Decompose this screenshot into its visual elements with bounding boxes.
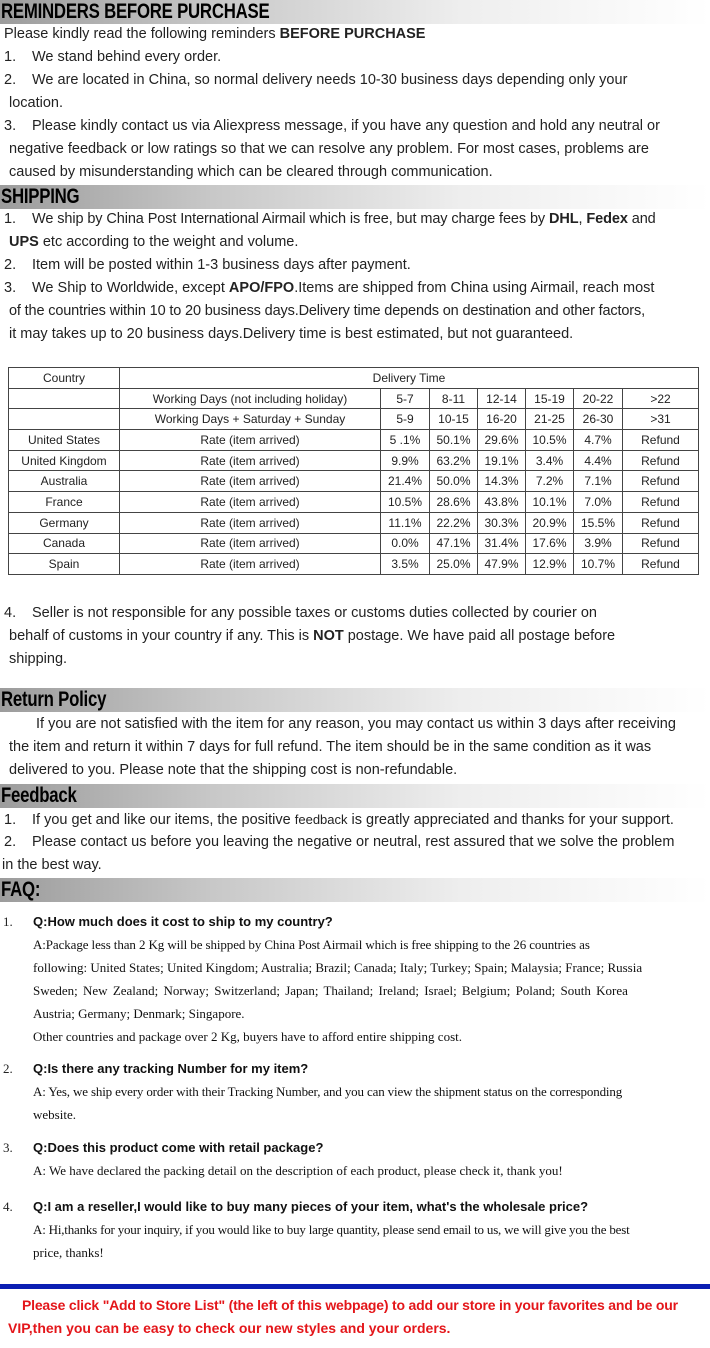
item-text: postage. We have paid all postage before xyxy=(343,628,616,644)
faq-answer-line: A:Package less than 2 Kg will be shipped by China Post Airmail which is free shipping to the 26 countries as xyxy=(33,937,590,952)
table-cell: 47.1% xyxy=(430,533,478,554)
faq-item-3 xyxy=(33,1136,563,1182)
table-cell: 28.6% xyxy=(430,492,478,513)
table-cell: Refund xyxy=(623,554,699,575)
item-number: 2. xyxy=(4,834,17,850)
feedback-line-1 xyxy=(4,810,674,830)
faq-question: Q:Is there any tracking Number for my item? xyxy=(33,1061,309,1076)
country-cell: United Kingdom xyxy=(9,450,120,471)
table-cell: 15-19 xyxy=(526,388,574,409)
divider-bar xyxy=(0,1284,710,1289)
faq-answer-line: following: United States; United Kingdom; Australia; Brazil; Canada; Italy; Turkey; Spain; Malaysia; France; Russia xyxy=(33,960,643,975)
table-cell: >22 xyxy=(623,388,699,409)
intro-bold: BEFORE PURCHASE xyxy=(279,26,426,42)
table-row xyxy=(9,533,699,554)
table-row xyxy=(9,368,699,389)
item-text: We stand behind every order. xyxy=(32,49,222,65)
row-label: Rate (item arrived) xyxy=(120,533,381,554)
shipping-item-4-cont: shipping. xyxy=(9,651,68,667)
table-cell: 16-20 xyxy=(478,409,526,430)
table-cell: 29.6% xyxy=(478,430,526,451)
table-cell: 22.2% xyxy=(430,512,478,533)
table-cell: Refund xyxy=(623,512,699,533)
table-cell: 14.3% xyxy=(478,471,526,492)
shipping-title: SHIPPING xyxy=(1,185,80,208)
faq-item-2 xyxy=(33,1057,622,1126)
table-row xyxy=(9,554,699,575)
row-label: Working Days (not including holiday) xyxy=(120,388,381,409)
faq-title: FAQ: xyxy=(1,878,41,901)
table-cell: 47.9% xyxy=(478,554,526,575)
item-number: 1. xyxy=(4,211,16,227)
shipping-header xyxy=(0,185,710,209)
reminder-item-3-cont: negative feedback or low ratings so that we can resolve any problem. For most cases, problems are xyxy=(9,141,649,157)
shipping-item-1-cont xyxy=(9,233,298,252)
row-label: Rate (item arrived) xyxy=(120,554,381,575)
faq-question: Q:I am a reseller,I would like to buy many pieces of your item, what's the wholesale price? xyxy=(33,1199,589,1214)
faq-item-4 xyxy=(33,1195,629,1264)
store-notice-line-1: Please click "Add to Store List" (the left of this webpage) to add our store in your favorites and be our xyxy=(22,1297,678,1313)
country-cell: Australia xyxy=(9,471,120,492)
reminder-item-2-cont: location. xyxy=(9,95,64,111)
table-cell: 7.1% xyxy=(574,471,623,492)
item-text: .Items are shipped from China using Airmail, reach most xyxy=(294,280,655,296)
item-text: We Ship to Worldwide, except xyxy=(32,280,229,296)
item-text: behalf of customs in your country if any. This is xyxy=(9,628,314,644)
item-number: 1. xyxy=(4,49,17,65)
table-cell: >31 xyxy=(623,409,699,430)
table-cell: 10.5% xyxy=(526,430,574,451)
item-text: Seller is not responsible for any possible taxes or customs duties collected by courier on xyxy=(32,605,597,621)
table-cell: Refund xyxy=(623,492,699,513)
return-policy-title: Return Policy xyxy=(1,688,107,711)
table-cell: Refund xyxy=(623,471,699,492)
item-number: 1. xyxy=(4,812,17,828)
not-bold: NOT xyxy=(313,628,344,644)
reminder-item-1 xyxy=(4,48,221,67)
item-text: and xyxy=(627,211,656,227)
table-cell: 10.1% xyxy=(526,492,574,513)
row-label: Working Days + Saturday + Sunday xyxy=(120,409,381,430)
table-cell: 5-9 xyxy=(381,409,430,430)
item-number: 3. xyxy=(4,280,17,296)
reminder-item-2 xyxy=(4,71,627,90)
table-row xyxy=(9,492,699,513)
table-cell: 25.0% xyxy=(430,554,478,575)
reminder-item-3-cont: caused by misunderstanding which can be cleared through communication. xyxy=(9,164,493,180)
carrier-fedex: Fedex xyxy=(586,211,628,227)
apo-fpo: APO/FPO xyxy=(228,280,295,296)
country-cell: United States xyxy=(9,430,120,451)
empty-cell xyxy=(9,388,120,409)
table-cell: 21.4% xyxy=(381,471,430,492)
faq-number: 2. xyxy=(3,1061,13,1076)
table-cell: 21-25 xyxy=(526,409,574,430)
faq-item-1 xyxy=(33,910,642,1048)
faq-answer-line: A: Yes, we ship every order with their Tracking Number, and you can view the shipment status on the corresponding xyxy=(33,1084,623,1099)
faq-answer-line: Other countries and package over 2 Kg, buyers have to afford entire shipping cost. xyxy=(33,1029,462,1044)
table-cell: Refund xyxy=(623,430,699,451)
store-notice-line-2: VIP,then you can be easy to check our new styles and your orders. xyxy=(8,1320,451,1336)
country-cell: Spain xyxy=(9,554,120,575)
table-row xyxy=(9,471,699,492)
table-row xyxy=(9,430,699,451)
faq-answer-line: price, thanks! xyxy=(33,1245,104,1260)
item-text: We ship by China Post International Airmail which is free, but may charge fees by xyxy=(32,211,550,227)
row-label: Rate (item arrived) xyxy=(120,450,381,471)
item-number: 2. xyxy=(4,72,17,88)
feedback-line-2 xyxy=(4,833,674,852)
table-cell: 11.1% xyxy=(381,512,430,533)
item-text: etc according to the weight and volume. xyxy=(38,234,299,250)
faq-number: 3. xyxy=(3,1140,13,1155)
table-cell: 3.5% xyxy=(381,554,430,575)
shipping-item-3-cont: of the countries within 10 to 20 business days.Delivery time depends on destination and other factors, xyxy=(9,303,645,319)
reminders-header xyxy=(0,0,710,24)
separator: , xyxy=(578,211,587,227)
faq-header xyxy=(0,878,710,902)
table-cell: 0.0% xyxy=(381,533,430,554)
reminders-title: REMINDERS BEFORE PURCHASE xyxy=(1,0,270,23)
row-label: Rate (item arrived) xyxy=(120,471,381,492)
table-cell: 10-15 xyxy=(430,409,478,430)
table-row xyxy=(9,512,699,533)
table-cell: 7.2% xyxy=(526,471,574,492)
table-cell: 63.2% xyxy=(430,450,478,471)
feedback-title: Feedback xyxy=(1,784,77,807)
table-cell: 3.4% xyxy=(526,450,574,471)
return-line: delivered to you. Please note that the shipping cost is non-refundable. xyxy=(9,762,458,778)
faq-answer-line: A: Hi,thanks for your inquiry, if you would like to buy large quantity, please send email to us, we will give you the best xyxy=(33,1222,630,1237)
table-cell: 10.5% xyxy=(381,492,430,513)
reminder-item-3 xyxy=(4,117,660,136)
reminders-intro xyxy=(4,25,425,44)
feedback-word: feedback xyxy=(294,812,348,827)
item-number: 4. xyxy=(4,605,17,621)
faq-answer-line: A: We have declared the packing detail on the description of each product, please check it, thank you! xyxy=(33,1163,563,1178)
table-cell: 20.9% xyxy=(526,512,574,533)
table-row xyxy=(9,450,699,471)
table-row xyxy=(9,388,699,409)
carrier-ups: UPS xyxy=(9,234,39,250)
table-cell: 12-14 xyxy=(478,388,526,409)
table-cell: 26-30 xyxy=(574,409,623,430)
item-number: 3. xyxy=(4,118,17,134)
return-policy-header xyxy=(0,688,710,712)
shipping-item-3 xyxy=(4,279,654,298)
faq-answer-line: Sweden; New Zealand; Norway; Switzerland; Japan; Thailand; Ireland; Israel; Belgium; Poland; South Korea xyxy=(33,983,628,998)
row-label: Rate (item arrived) xyxy=(120,430,381,451)
row-label: Rate (item arrived) xyxy=(120,512,381,533)
table-cell: 5-7 xyxy=(381,388,430,409)
table-row xyxy=(9,409,699,430)
shipping-item-4-cont xyxy=(9,627,615,646)
table-cell: 50.1% xyxy=(430,430,478,451)
table-cell: Refund xyxy=(623,450,699,471)
item-text: Item will be posted within 1-3 business days after payment. xyxy=(32,257,411,273)
delivery-header: Delivery Time xyxy=(120,368,699,389)
faq-answer-line: website. xyxy=(33,1107,76,1122)
item-text: We are located in China, so normal delivery needs 10-30 business days depending only your xyxy=(32,72,628,88)
faq-number: 4. xyxy=(3,1199,13,1214)
table-cell: 5 .1% xyxy=(381,430,430,451)
table-cell: 7.0% xyxy=(574,492,623,513)
shipping-item-4 xyxy=(4,604,597,623)
table-cell: 43.8% xyxy=(478,492,526,513)
country-cell: France xyxy=(9,492,120,513)
table-cell: 10.7% xyxy=(574,554,623,575)
table-cell: 17.6% xyxy=(526,533,574,554)
table-cell: 3.9% xyxy=(574,533,623,554)
shipping-item-2 xyxy=(4,256,411,275)
carrier-dhl: DHL xyxy=(549,211,579,227)
country-header: Country xyxy=(9,368,120,389)
row-label: Rate (item arrived) xyxy=(120,492,381,513)
faq-number: 1. xyxy=(3,914,13,929)
shipping-item-3-cont: it may takes up to 20 business days.Delivery time is best estimated, but not guaranteed. xyxy=(9,326,574,342)
item-text: is greatly appreciated and thanks for your support. xyxy=(347,812,674,828)
table-cell: 9.9% xyxy=(381,450,430,471)
country-cell: Canada xyxy=(9,533,120,554)
table-cell: 31.4% xyxy=(478,533,526,554)
table-cell: Refund xyxy=(623,533,699,554)
item-number: 2. xyxy=(4,257,17,273)
return-line: the item and return it within 7 days for full refund. The item should be in the same condition as it was xyxy=(9,739,652,755)
table-cell: 12.9% xyxy=(526,554,574,575)
table-cell: 4.7% xyxy=(574,430,623,451)
item-text: If you get and like our items, the positive xyxy=(32,812,295,828)
shipping-item-1 xyxy=(4,210,656,229)
feedback-line-3: in the best way. xyxy=(2,857,102,873)
table-cell: 15.5% xyxy=(574,512,623,533)
item-text: Please kindly contact us via Aliexpress message, if you have any question and hold any neutral or xyxy=(32,118,660,134)
table-cell: 4.4% xyxy=(574,450,623,471)
empty-cell xyxy=(9,409,120,430)
table-cell: 19.1% xyxy=(478,450,526,471)
return-line: If you are not satisfied with the item for any reason, you may contact us within 3 days after receiving xyxy=(36,716,676,732)
faq-question: Q:How much does it cost to ship to my country? xyxy=(33,914,333,929)
faq-answer-line: Austria; Germany; Denmark; Singapore. xyxy=(33,1006,245,1021)
item-text: Please contact us before you leaving the negative or neutral, rest assured that we solve the problem xyxy=(32,834,675,850)
table-cell: 20-22 xyxy=(574,388,623,409)
table-cell: 30.3% xyxy=(478,512,526,533)
feedback-header xyxy=(0,784,710,808)
intro-text: Please kindly read the following reminders xyxy=(4,26,280,42)
country-cell: Germany xyxy=(9,512,120,533)
table-cell: 8-11 xyxy=(430,388,478,409)
faq-question: Q:Does this product come with retail package? xyxy=(33,1140,324,1155)
delivery-table xyxy=(8,367,699,575)
table-cell: 50.0% xyxy=(430,471,478,492)
